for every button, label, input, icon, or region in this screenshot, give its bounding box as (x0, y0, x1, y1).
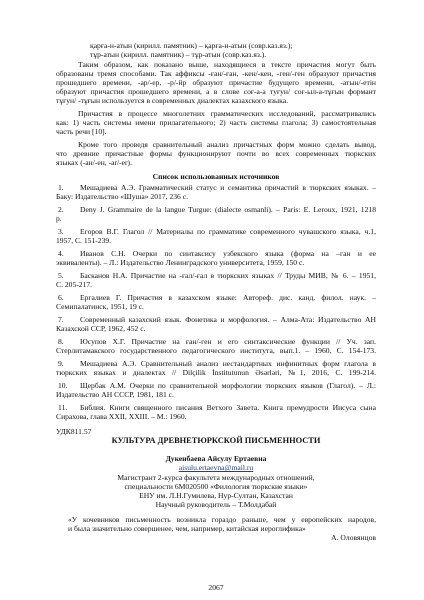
source-num-3: 3. (58, 227, 64, 236)
affiliation-line-3: ЕНУ им. Л.Н.Гумилева, Нур-Султан, Казахстан (139, 491, 293, 500)
source-11-line-1: Библия. Книги священного писания Ветхого Завета. Книга премудрости Иисуса сына (80, 403, 376, 412)
para1-line-1: Таким образом, как показано выше, находящиеся в тексте причастия могут быть (78, 60, 376, 69)
para3-line-1: Кроме того проведя сравнительный анализ причастных форм можно сделать вывод, (78, 140, 376, 149)
source-9-line-2: тюркских языках и диалектах // Dilçilik İnstitutunun Əsərləri, №1, 2016, С. 199-214. (56, 368, 376, 377)
source-2-line-1: Deny J. Grammaire de la langue Turgue: (dialecte osmanli). – Paris: E. Leroux, 1921, 1218 (80, 205, 376, 214)
para3-line-3: языках (-ан/-ен, -ar/-er). (56, 158, 132, 167)
epigraph-author: А. Оловянцов (331, 533, 376, 542)
source-num-7: 7. (58, 315, 64, 324)
source-num-5: 5. (58, 271, 64, 280)
affiliation-line-1: Магистрант 2-курса факультета международных отношений, (117, 473, 315, 482)
para1-line-4: образуют причастия прошедшего времени, а в слове соғ-а-а туғун/ соғ-ыл-а-тұғын формант (56, 87, 376, 96)
page-number: 2067 (208, 583, 224, 592)
para2-line-2: как: 1) часть системы имени прилагательного; 2) часть системы глагола; 3) самостоятельная (56, 118, 376, 127)
source-4-line-2: эквиваленты). – Л.: Издательство Ленинградского университета, 1959, 150 с. (56, 258, 305, 267)
source-num-1: 1. (58, 183, 64, 192)
source-num-6: 6. (58, 293, 64, 302)
example-line-2: тұр-атын (кирилл. памятник) – тұр-атын (совр.каз.яз.). (90, 50, 267, 59)
source-8-line-1: Юсупов Х.Г. Причастие на ған/-ген и его синтаксические функции // Уч. зап. (80, 337, 376, 346)
epigraph-line-1: «У кочевников письменность возникла гораздо раньше, чем у европейских народов, (68, 515, 376, 524)
para1-line-3: прошедшего времени, -ар/-ер, -р/-йр образуют причастие будущего времени, -атын/-етін (56, 78, 376, 87)
source-1-line-2: Баку: Издательство «Шуша» 2017, 236 с. (56, 192, 188, 201)
article-title: КУЛЬТУРА ДРЕВНЕТЮРКСКОЙ ПИСЬМЕННОСТИ (111, 436, 321, 445)
affiliation-line-4: Научный руководитель – Т.Молдабай (155, 500, 277, 509)
source-9-line-1: Мешадиева А.Э. Сравнительный анализ нестандартных инфинитных форм глагола в (80, 359, 376, 368)
source-3-line-1: Егоров В.Г. Глагол // Материалы по грамматике современного чувашского языка, ч.1, (80, 227, 376, 236)
source-10-line-2: Издательство АН СССР, 1981, 181 с. (56, 390, 174, 399)
para1-line-5: тұғун/ -тұғын используется в современных диалектах казахского языка. (56, 96, 288, 105)
source-num-9: 9. (58, 359, 64, 368)
source-num-11: 11. (58, 403, 68, 412)
para2-line-1: Причастия в процессе многолетних грамматических исследований, рассматривались (78, 109, 376, 118)
source-11-line-2: Сирахова, глава XXII, XXIII. – М.: 1960. (56, 412, 187, 421)
para1-line-2: образованы тремя способами. Так аффиксы -ған/-ған, -кен/-кен, -ген/-ген образуют причастия (56, 69, 376, 78)
source-4-line-1: Иванов С.Н. Очерки по синтаксису узбекского языка (форма на –ган и ее (80, 249, 376, 258)
source-2-line-2: p. (56, 214, 62, 223)
affiliation-line-2: специальности 6М020500 «Филология тюркские языки» (124, 482, 308, 491)
sources-title: Список использованных источников (152, 172, 280, 181)
source-1-line-1: Мешадиева А.Э. Грамматический статус и семантика причастий в тюркских языках. – (80, 183, 376, 192)
example-line-1: қарға-н-атын (кирилл. памятник) – қарға-н-атын (совр.каз.яз.); (90, 41, 293, 50)
source-5-line-1: Басканов Н.А. Причастие на -ғал/-ғал в тюркских языках // Труды МИВ, № 6. – 1951, (80, 271, 376, 280)
udc-code: УДК811.57 (56, 427, 92, 436)
source-num-10: 10. (58, 381, 68, 390)
epigraph-line-2: и была значительно совершенее, чем, например, китайская иероглифика» (68, 524, 306, 533)
source-6-line-1: Ергалиев Г. Причастия в казахском языке: Автореф. дис. канд. филол. наук. – (80, 293, 376, 302)
source-7-line-2: Казахской ССР, 1962, 452 с. (56, 324, 146, 333)
para2-line-3: часть речи [10]. (56, 127, 107, 136)
author-email-link[interactable]: aisulu.ertaevna@mail.ru (178, 463, 254, 472)
source-num-4: 4. (58, 249, 64, 258)
source-3-line-2: 1957, С. 151-239. (56, 236, 112, 245)
para3-line-2: что древние причастные формы функционируют почти во всех современных тюркских (56, 149, 376, 158)
source-10-line-1: Щербак А.М. Очерки по сравнительной морфологии тюркских языков (Глагол). – Л.: (80, 381, 376, 390)
source-num-2: 2. (58, 205, 64, 214)
source-5-line-2: С. 205-217. (56, 280, 93, 289)
author-name: Дукенбаева Айсулу Ертаевна (165, 454, 267, 463)
source-6-line-2: Семипалатинск, 1951, 19 с. (56, 302, 144, 311)
source-num-8: 8. (58, 337, 64, 346)
source-8-line-2: Стерлитамакского государственного педагогического института, вып.1. – 1960, С. 154-173. (56, 346, 376, 355)
source-7-line-1: Современный казахский язык. Фонетика и морфология. – Алма-Ата: Издательство АН (80, 315, 376, 324)
